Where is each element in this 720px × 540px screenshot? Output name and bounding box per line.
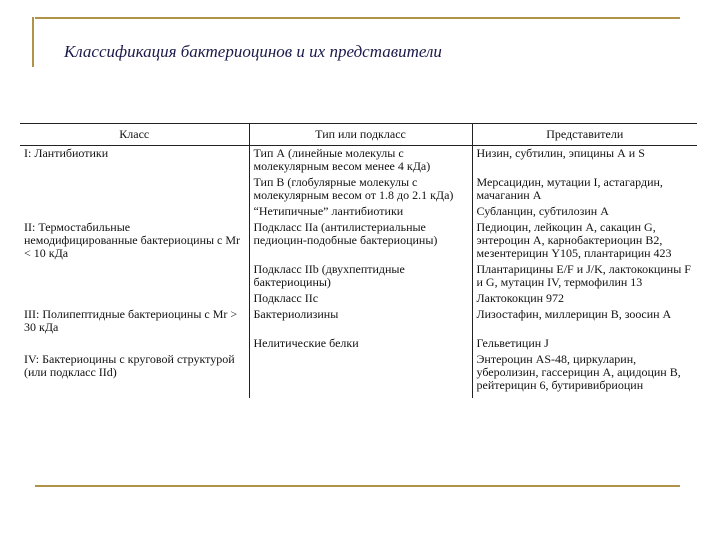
cell-class — [20, 175, 249, 204]
table-row — [20, 307, 697, 336]
cell-type: Тип В (глобулярные молекулы с молекулярным весом от 1.8 до 2.1 кДа) — [249, 175, 472, 204]
cell-representatives: Плантарицины Е/F и J/K, лактококцины F и G, мутацин IV, термофилин 13 — [476, 262, 691, 289]
cell-representatives: Лактококцин 972 — [476, 291, 565, 305]
table-row — [20, 336, 697, 352]
table-row — [20, 175, 697, 204]
cell-type: Подкласс IIc — [249, 291, 472, 307]
table-row — [20, 352, 697, 398]
cell-class: IV: Бактериоцины с круговой структурой (или подкласс IId) — [20, 352, 249, 398]
cell-representatives: Гельветицин J — [476, 336, 549, 350]
cell-representatives: Педиоцин, лейкоцин А, сакацин G, энтероцин А, карнобактериоцин В2, мезентерицин Y105, плантарицин 423 — [476, 220, 672, 260]
cell-type: Подкласс IIa (антилистериальные педиоцин-подобные бактериоцины) — [249, 220, 472, 262]
table-row — [20, 262, 697, 291]
cell-class — [20, 262, 249, 291]
bacteriocin-table-container — [20, 123, 697, 398]
decorative-top-rule — [35, 17, 680, 19]
cell-class: I: Лантибиотики — [20, 146, 249, 176]
cell-type — [249, 352, 472, 398]
table-row — [20, 291, 697, 307]
cell-representatives: Низин, субтилин, эпицины А и S — [476, 146, 645, 160]
slide-title: Классификация бактериоцинов и их представители — [64, 42, 442, 61]
cell-type: Тип А (линейные молекулы с молекулярным весом менее 4 кДа) — [249, 146, 472, 176]
cell-representatives: Энтероцин AS-48, циркуларин, уберолизин, гассерицин А, ацидоцин В, рейтерицин 6, бутиривибриоцин — [476, 352, 681, 392]
cell-type: Бактериолизины — [249, 307, 472, 336]
table-row — [20, 204, 697, 220]
header-class: Класс — [20, 124, 249, 146]
cell-type: “Нетипичные” лантибиотики — [249, 204, 472, 220]
cell-class: II: Термостабильные немодифицированные бактериоцины с Mr < 10 кДа — [20, 220, 249, 262]
cell-class — [20, 204, 249, 220]
cell-class: III: Полипептидные бактериоцины с Mr > 30 кДа — [20, 307, 249, 336]
cell-type: Подкласс IIb (двухпептидные бактериоцины) — [249, 262, 472, 291]
cell-class — [20, 291, 249, 307]
cell-representatives: Мерсацидин, мутации I, астагардин, мачаганин А — [476, 175, 663, 202]
table-row — [20, 146, 697, 176]
cell-representatives: Субланцин, субтилозин А — [476, 204, 609, 218]
decorative-left-rule — [32, 17, 34, 67]
header-type: Тип или подкласс — [249, 124, 472, 146]
cell-type: Нелитические белки — [249, 336, 472, 352]
header-representatives: Представители — [472, 124, 697, 146]
table-header-row — [20, 124, 697, 146]
bacteriocin-classification-table — [20, 123, 697, 398]
table-row — [20, 220, 697, 262]
cell-representatives: Лизостафин, миллерицин В, зоocин А — [476, 307, 672, 321]
cell-class — [20, 336, 249, 352]
decorative-bottom-rule — [35, 485, 680, 487]
